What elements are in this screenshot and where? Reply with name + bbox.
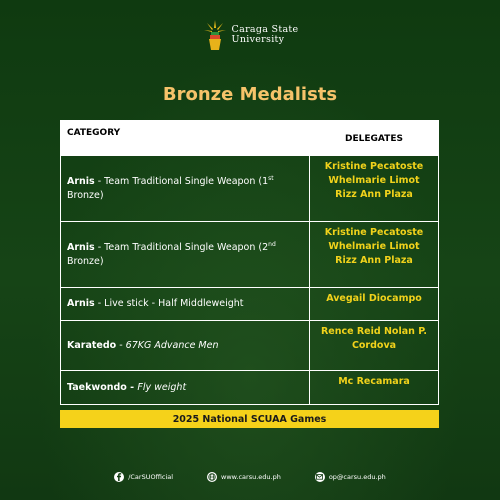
globe-icon: [207, 472, 217, 482]
table-row: [61, 321, 438, 371]
table-row: [61, 222, 438, 288]
sport-name: Arnis: [67, 175, 95, 187]
delegates-cell: [310, 371, 438, 404]
page-title: Bronze Medalists: [162, 84, 338, 105]
sport-name: Arnis: [67, 241, 95, 253]
delegates-cell: [310, 222, 438, 287]
event-name: Fly weight: [137, 381, 187, 393]
delegates-header: DELEGATES: [345, 134, 403, 144]
sport-name: Taekwondo -: [67, 381, 138, 393]
medalists-table: [60, 120, 439, 405]
delegate-name: Rence Reid Nolan P.: [320, 326, 428, 337]
delegate-name: Whelmarie Limot: [328, 240, 420, 252]
rank-suffix: nd: [268, 240, 276, 248]
event-name: - Team Traditional Single Weapon (1: [94, 175, 269, 187]
university-logo-icon: [202, 18, 228, 52]
category-cell: [61, 156, 310, 221]
delegate-name: Rizz Ann Plaza: [335, 188, 413, 200]
delegate-name: Cordova: [351, 339, 397, 351]
table-row: [61, 288, 438, 321]
delegate-name: Mc Recamara: [338, 376, 410, 387]
event-name-tail: Bronze): [67, 255, 104, 267]
delegate-name: Kristine Pecatoste: [324, 227, 424, 238]
delegates-cell: [310, 321, 438, 370]
facebook-handle: /CarSUOfficial: [128, 473, 174, 481]
event-name: - Live stick - Half Middleweight: [94, 298, 244, 310]
event-name: - Team Traditional Single Weapon (2: [94, 241, 269, 253]
brand-line-2: University: [231, 34, 285, 45]
table-row: [61, 156, 438, 222]
table-row: [61, 371, 438, 404]
email-link[interactable]: [315, 472, 386, 482]
university-header: [0, 18, 500, 52]
footer-contacts: [0, 472, 500, 482]
rank-suffix: st: [268, 174, 274, 182]
event-banner: 2025 National SCUAA Games: [60, 410, 439, 428]
delegate-name: Avegail Diocampo: [326, 293, 422, 304]
category-cell: [61, 371, 310, 404]
delegates-cell: [310, 288, 438, 320]
brand-line-1: Caraga State: [231, 24, 299, 36]
sport-name: Arnis: [67, 298, 95, 310]
event-separator: -: [116, 339, 126, 351]
category-cell: [61, 321, 310, 370]
delegates-cell: [310, 156, 438, 221]
table-header-row: [61, 121, 438, 156]
category-cell: [61, 288, 310, 320]
university-name: [232, 25, 299, 45]
delegate-name: Whelmarie Limot: [328, 174, 420, 186]
website-link[interactable]: [207, 472, 281, 482]
event-name: 67KG Advance Men: [125, 339, 219, 351]
facebook-link[interactable]: [114, 472, 173, 482]
event-name-tail: Bronze): [67, 189, 104, 201]
category-header: CATEGORY: [67, 128, 121, 138]
email-address: op@carsu.edu.ph: [328, 473, 386, 481]
website-url: www.carsu.edu.ph: [221, 473, 281, 481]
sport-name: Karatedo: [67, 339, 117, 351]
delegate-name: Kristine Pecatoste: [324, 161, 424, 172]
mail-icon: [315, 472, 325, 482]
facebook-icon: [114, 472, 124, 482]
category-cell: [61, 222, 310, 287]
delegate-name: Rizz Ann Plaza: [335, 254, 413, 266]
